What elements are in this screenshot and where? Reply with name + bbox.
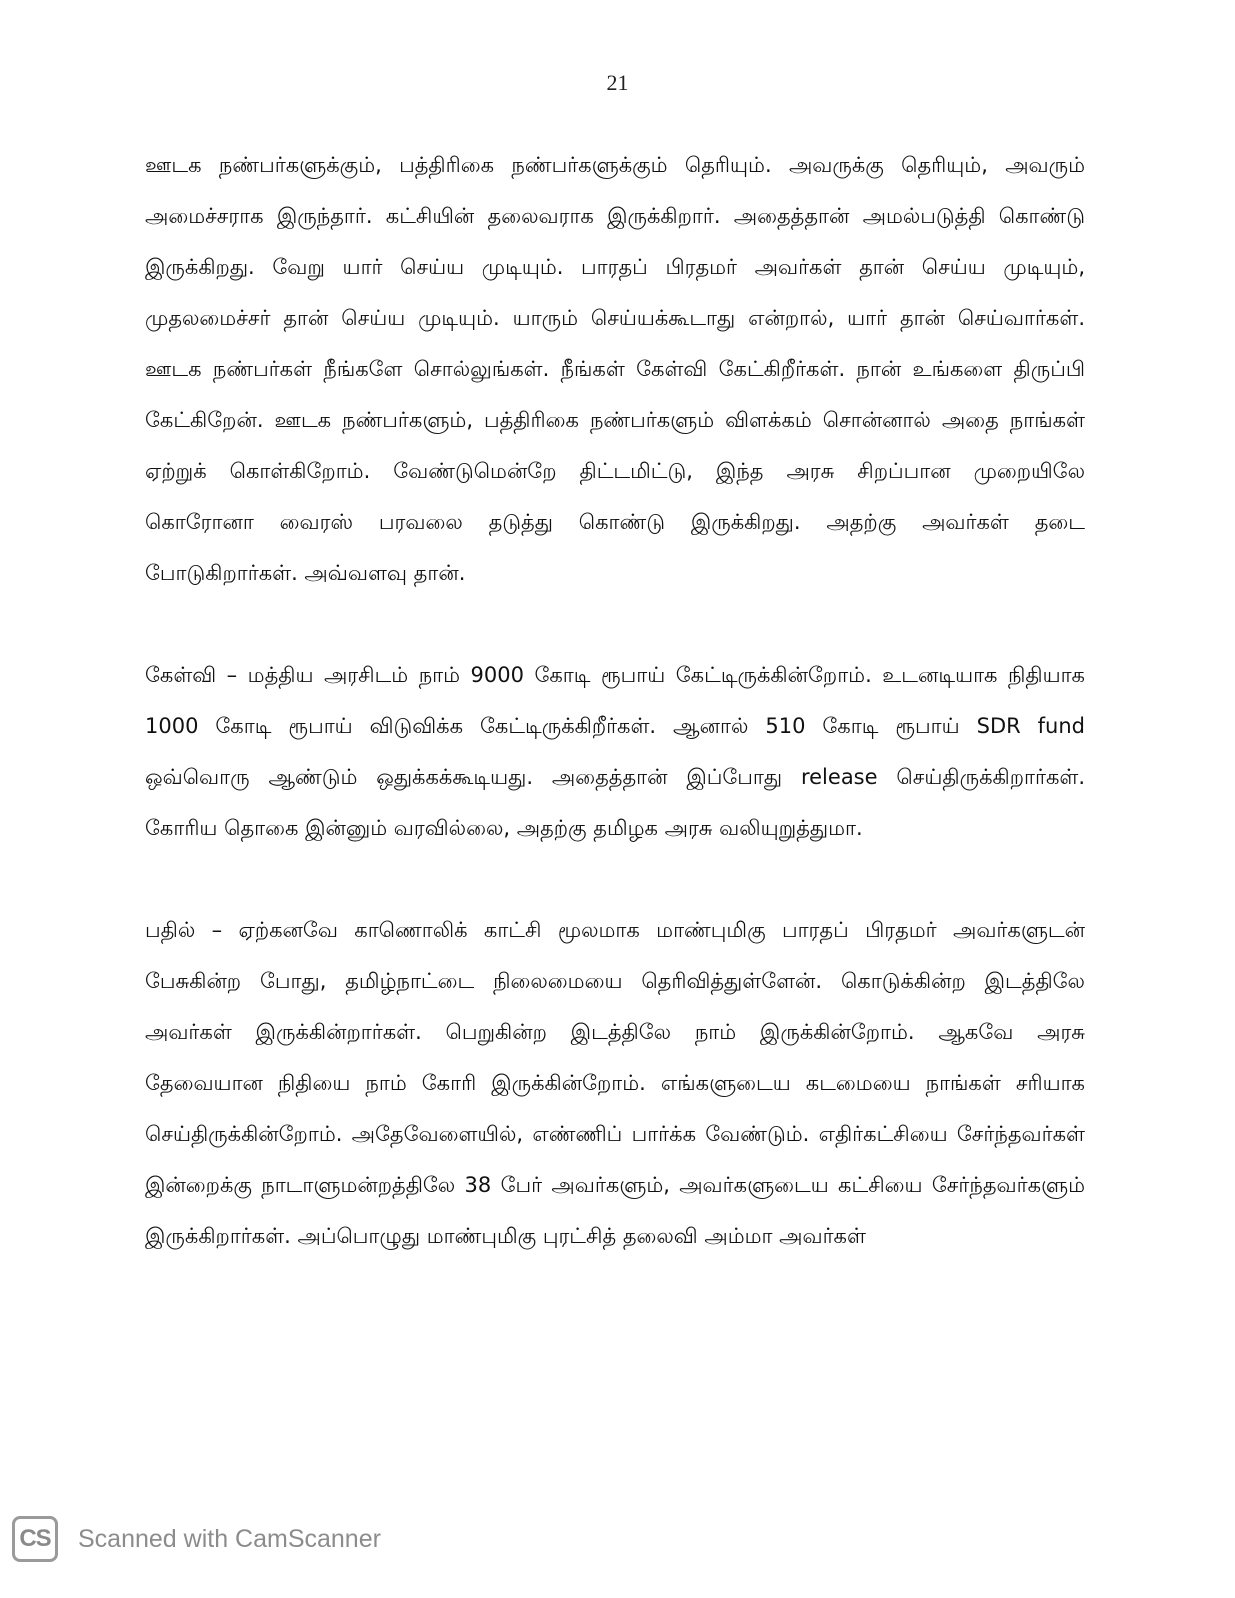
scanner-watermark — [12, 1516, 381, 1562]
document-body — [145, 140, 1085, 1262]
page-number: 21 — [606, 70, 629, 95]
camscanner-logo-icon: CS — [12, 1516, 58, 1562]
paragraph-3: பதில் – ஏற்கனவே காணொலிக் காட்சி மூலமாக மாண்புமிகு பாரதப் பிரதமர் அவர்களுடன் பேசுகின்ற போது, தமிழ்நாட்டை நிலைமையை தெரிவித்துள்ளேன். கொடுக்கின்ற இடத்திலே அவர்கள் இருக்கின்றார்கள். பெறுகின்ற இடத்திலே நாம் இருக்கின்றோம். ஆகவே அரசு தேவையான நிதியை நாம் கோரி இருக்கின்றோம். எங்களுடைய கடமையை நாங்கள் சரியாக செய்திருக்கின்றோம். அதேவேளையில், எண்ணிப் பார்க்க வேண்டும். எதிர்கட்சியை சேர்ந்தவர்கள் இன்றைக்கு நாடாளுமன்றத்திலே 38 பேர் அவர்களும், அவர்களுடைய கட்சியை சேர்ந்தவர்களும் இருக்கிறார்கள். அப்பொழுது மாண்புமிகு புரட்சித் தலைவி அம்மா அவர்கள் — [145, 918, 1085, 1248]
scanner-watermark-text: Scanned with CamScanner — [78, 1524, 381, 1553]
paragraph-2: கேள்வி – மத்திய அரசிடம் நாம் 9000 கோடி ரூபாய் கேட்டிருக்கின்றோம். உடனடியாக நிதியாக 1000 கோடி ரூபாய் விடுவிக்க கேட்டிருக்கிறீர்கள். ஆனால் 510 கோடி ரூபாய் SDR fund ஒவ்வொரு ஆண்டும் ஒதுக்கக்கூடியது. அதைத்தான் இப்போது release செய்திருக்கிறார்கள். கோரிய தொகை இன்னும் வரவில்லை, அதற்கு தமிழக அரசு வலியுறுத்துமா. — [145, 663, 1085, 840]
paragraph-1: ஊடக நண்பர்களுக்கும், பத்திரிகை நண்பர்களுக்கும் தெரியும். அவருக்கு தெரியும், அவரும் அமைச்சராக இருந்தார். கட்சியின் தலைவராக இருக்கிறார். அதைத்தான் அமல்படுத்தி கொண்டு இருக்கிறது. வேறு யார் செய்ய முடியும். பாரதப் பிரதமர் அவர்கள் தான் செய்ய முடியும், முதலமைச்சர் தான் செய்ய முடியும். யாரும் செய்யக்கூடாது என்றால், யார் தான் செய்வார்கள். ஊடக நண்பர்கள் நீங்களே சொல்லுங்கள். நீங்கள் கேள்வி கேட்கிறீர்கள். நான் உங்களை திருப்பி கேட்கிறேன். ஊடக நண்பர்களும், பத்திரிகை நண்பர்களும் விளக்கம் சொன்னால் அதை நாங்கள் ஏற்றுக் கொள்கிறோம். வேண்டுமென்றே திட்டமிட்டு, இந்த அரசு சிறப்பான முறையிலே கொரோனா வைரஸ் பரவலை தடுத்து கொண்டு இருக்கிறது. அதற்கு அவர்கள் தடை போடுகிறார்கள். அவ்வளவு தான். — [145, 153, 1085, 585]
